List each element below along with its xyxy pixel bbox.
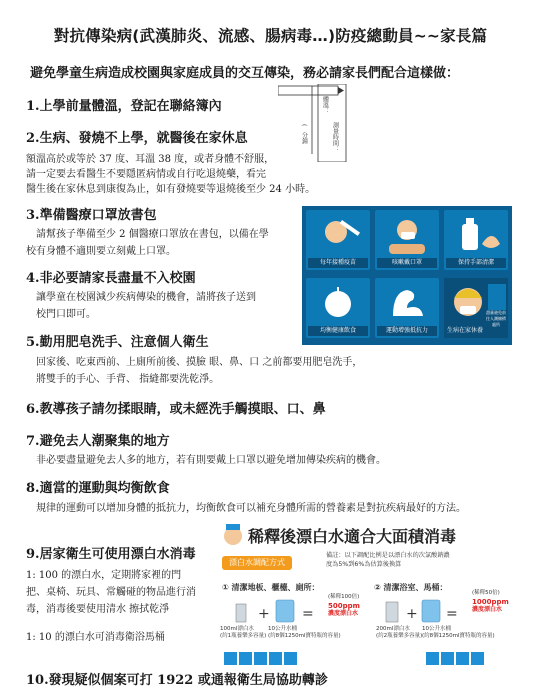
item-9-line-1: 1: 100 的漂白水，定期將家裡的門 (26, 570, 182, 581)
bleach-note-1: 備註：以下調配比例是以漂白水的次氯酸鈉濃 (326, 552, 450, 559)
item-2-line-1: 額溫高於或等於 37 度、耳溫 38 度，或者身體不舒服， (26, 154, 275, 165)
bleach-sub-2: ② 清潔浴室、馬桶： (374, 583, 448, 592)
item-8-heading: 8.適當的運動與均衡飲食 (26, 481, 170, 496)
item-6-heading: 6.教導孩子請勿揉眼睛，或未經洗手觸摸眼、口、鼻 (26, 402, 326, 417)
cough-mask-icon (375, 210, 439, 260)
left-bucket-1: 10公升水桶 (268, 626, 297, 632)
right-bucket-1: 10公升水桶 (422, 626, 451, 632)
vaccine-icon (306, 210, 370, 260)
footer-icon (269, 652, 282, 665)
item-2-line-3: 醫生後在家休息到康復為止，如有發燒要等退燒後至少 24 小時。 (26, 184, 316, 195)
cough-mask-tile (375, 210, 439, 270)
item-4-line-1: 讓學童在校園減少疾病傳染的機會，請將孩子送到 (36, 292, 256, 303)
exercise-caption: 運動增強抵抗力 (377, 326, 437, 336)
bleach-footer-icons (224, 650, 299, 664)
item-2-heading: 2.生病、發燒不上學，就醫後在家休息 (26, 131, 248, 146)
diagram-left-a: ( (300, 124, 308, 127)
item-4-heading: 4.非必要請家長盡量不入校園 (26, 271, 196, 286)
nurse-icon (222, 524, 244, 548)
vaccine-caption: 每年接種疫苗 (308, 258, 368, 268)
diagram-col1: 體溫： (321, 96, 329, 114)
bleach-infographic (216, 522, 522, 670)
healthy-diet-tile (306, 278, 370, 338)
healthy-diet-caption: 均衡健康飲食 (308, 326, 368, 336)
svg-text:=: = (446, 606, 458, 622)
diagram-left-b: 分鐘 (300, 132, 308, 144)
footer-icon (471, 652, 484, 665)
svg-text:+: + (406, 606, 418, 622)
right-ratio-3: 濃度漂白水 (472, 606, 503, 613)
right-ratio-2: 1000ppm (472, 598, 509, 606)
left-ratio-1: (稀釋100倍) (328, 594, 360, 600)
lead-text: 避免學童生病造成校園與家庭成員的交互傳染，務必請家長們配合這樣做： (30, 66, 460, 81)
item-10-heading: 10.發現疑似個案可打 1922 或通報衛生局協助轉診 (26, 673, 328, 688)
right-cup-1: 200ml漂白水 (376, 626, 410, 632)
item-7-line-1: 非必要盡量避免去人多的地方，若有則要戴上口罩以避免增加傳染疾病的機會。 (36, 455, 386, 466)
item-2-line-2: 請一定要去看醫生不要隱匿病情或自行吃退燒藥，看完 (26, 169, 266, 180)
apple-icon (306, 278, 370, 328)
footer-icon (456, 652, 469, 665)
left-cup-1: 100ml漂白水 (220, 626, 254, 632)
footer-icon (254, 652, 267, 665)
temperature-log-diagram (278, 84, 364, 162)
item-9-line-2: 把、桌椅、玩具、常觸碰的物品進行消 (26, 587, 196, 598)
footer-icon (441, 652, 454, 665)
diagram-col2: 測量時間： (331, 122, 339, 152)
footer-icon (426, 652, 439, 665)
item-8-line-1: 規律的運動可以增加身體的抵抗力，均衡飲食可以補充身體所需的營養素是對抗疾病最好的方法。 (36, 503, 466, 514)
right-ratio-1: (稀釋50倍) (472, 590, 500, 596)
right-cup-2: (約2瓶養樂多容量) (376, 633, 423, 639)
left-ratio-3: 濃度漂白水 (328, 610, 359, 617)
bleach-footer-icons-right (426, 650, 486, 664)
exercise-tile (375, 278, 439, 338)
item-9-line-4: 1: 10 的漂白水可消毒衛浴馬桶 (26, 632, 165, 643)
item-7-heading: 7.避免去人潮聚集的地方 (26, 434, 170, 449)
bleach-sub-1: ① 清潔地板、櫃檯、廁所： (222, 583, 320, 592)
hand-hygiene-tile (444, 210, 508, 270)
item-9-heading: 9.居家衛生可使用漂白水消毒 (26, 547, 196, 562)
soap-bottle-icon (444, 210, 508, 260)
item-3-heading: 3.準備醫療口罩放書包 (26, 208, 157, 223)
footer-icon (239, 652, 252, 665)
rest-at-home-caption: 生病在家休養 (446, 327, 483, 334)
svg-text:+: + (258, 606, 270, 622)
item-5-line-2: 將雙手的手心、手背、 指縫都要洗乾淨。 (36, 374, 220, 385)
item-5-heading: 5.勤用肥皂洗手、注意個人衛生 (26, 335, 209, 350)
item-9-line-3: 毒，消毒後要使用清水 擦拭乾淨 (26, 604, 170, 615)
rest-at-home-tile (444, 278, 508, 338)
item-1-heading: 1.上學前量體溫，登記在聯絡簿內 (26, 99, 222, 114)
left-ratio-2: 500ppm (328, 602, 360, 610)
hand-hygiene-caption: 保持手部清潔 (446, 258, 506, 268)
footer-icon (224, 652, 237, 665)
item-3-line-1: 請幫孩子準備至少 2 個醫療口罩放在書包，以備在學 (36, 229, 269, 240)
bleach-title: 稀釋後漂白水適合大面積消毒 (248, 527, 457, 546)
cough-mask-caption: 咳嗽戴口罩 (377, 258, 437, 268)
item-4-line-2: 校門口即可。 (36, 309, 96, 320)
avoid-crowds-caption: 盡量避免前往人潮擁擠處所 (486, 310, 506, 336)
bleach-tag: 漂白水調配方式 (222, 556, 292, 570)
right-bucket-2: (約8個1250ml寶特瓶的容量) (422, 633, 495, 639)
page-title: 對抗傳染病(武漢肺炎、流感、腸病毒…)防疫總動員~~家長篇 (53, 27, 488, 45)
item-5-line-1: 回家後、吃東西前、上廁所前後、摸臉 眼、鼻、口 之前都要用肥皂洗手， (36, 357, 363, 368)
footer-icon (284, 652, 297, 665)
prevention-icons-grid (302, 206, 512, 345)
bleach-note-2: 度為5%到6%為估算後換算 (326, 561, 402, 568)
svg-text:=: = (302, 606, 314, 622)
vaccine-tile (306, 210, 370, 270)
left-cup-2: (約1瓶養樂多容量) (220, 633, 267, 639)
left-bucket-2: (約8個1250ml寶特瓶的容量) (268, 633, 341, 639)
item-3-line-2: 校有身體不適則要立刻戴上口罩。 (26, 246, 176, 257)
muscle-arm-icon (375, 278, 439, 328)
